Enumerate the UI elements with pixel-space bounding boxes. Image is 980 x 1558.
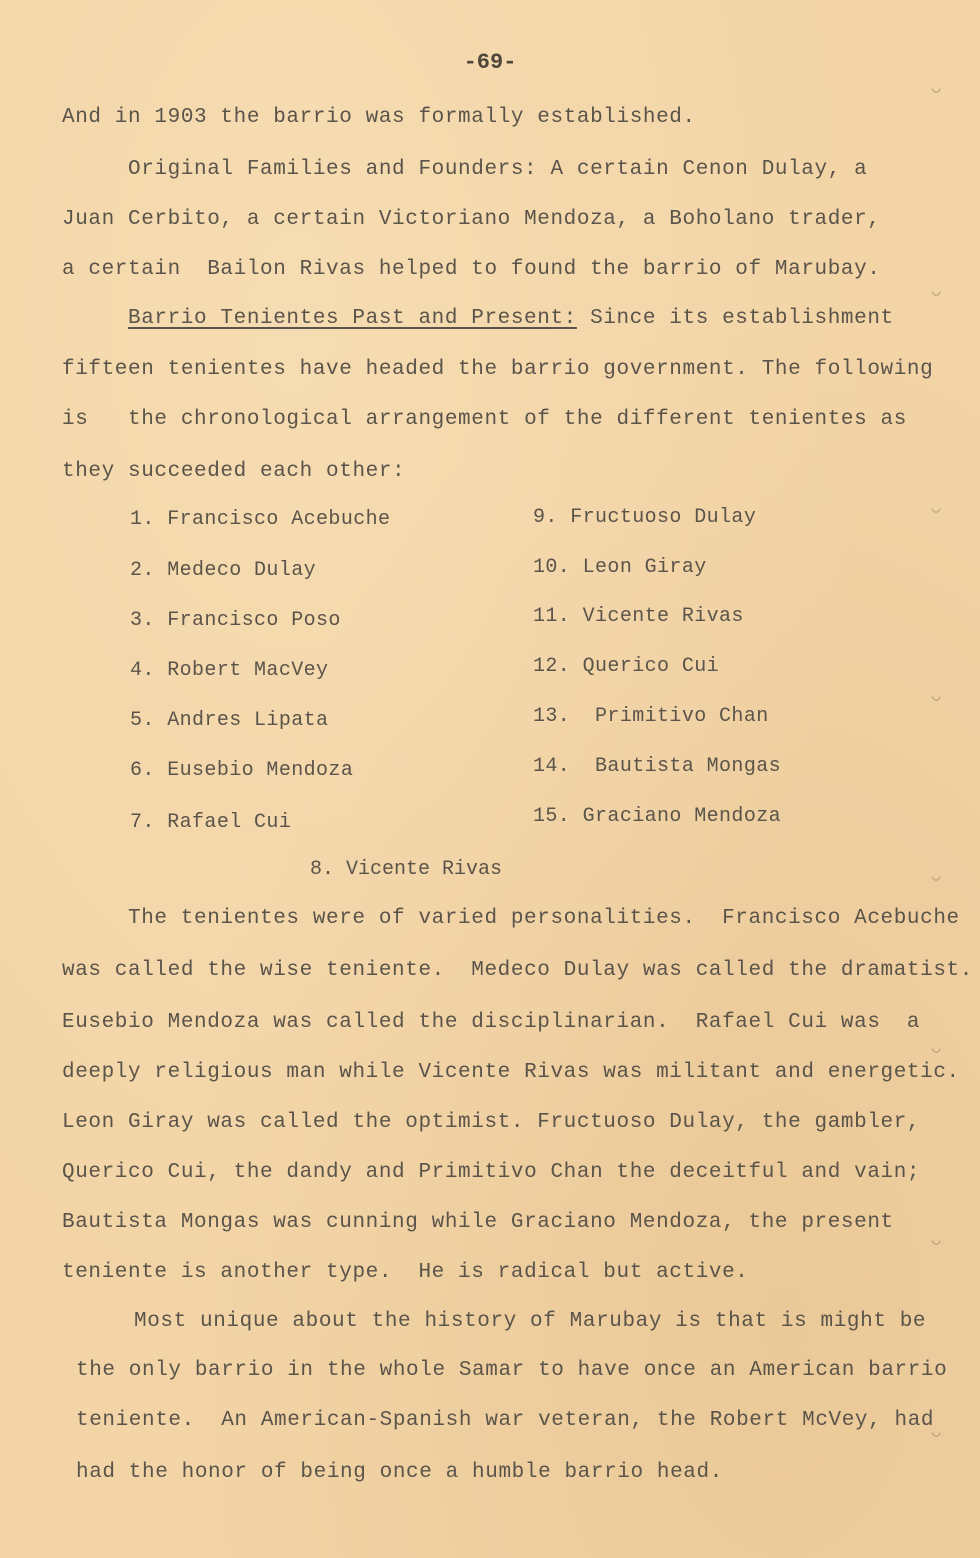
closing-line-3: teniente. An American-Spanish war veteran, the Robert McVey, had <box>76 1409 935 1432</box>
closing-line-1: Most unique about the history of Marubay is that is might be <box>134 1310 927 1333</box>
closing-line-2: the only barrio in the whole Samar to have once an American barrio <box>76 1359 948 1382</box>
list-item: 5. Andres Lipata <box>130 709 329 732</box>
founders-line-1: Original Families and Founders: A certain Cenon Dulay, a <box>128 158 868 181</box>
punch-hole-mark: ◡ <box>932 689 941 705</box>
list-item: 8. Vicente Rivas <box>310 858 503 881</box>
personalities-line-8: teniente is another type. He is radical but active. <box>62 1261 749 1284</box>
tenientes-heading: Barrio Tenientes Past and Present: <box>128 307 577 330</box>
personalities-line-2: was called the wise teniente. Medeco Dulay was called the dramatist. <box>62 959 973 982</box>
punch-hole-mark: ◡ <box>932 1425 941 1441</box>
founders-line-3: a certain Bailon Rivas helped to found the barrio of Marubay. <box>62 258 881 281</box>
list-item: 2. Medeco Dulay <box>130 559 317 582</box>
list-item: 14. Bautista Mongas <box>533 755 782 778</box>
closing-line-4: had the honor of being once a humble barrio head. <box>76 1461 723 1484</box>
list-item: 9. Fructuoso Dulay <box>533 506 757 529</box>
list-item: 10. Leon Giray <box>533 556 707 579</box>
founders-line-2: Juan Cerbito, a certain Victoriano Mendoza, a Boholano trader, <box>62 208 881 231</box>
list-item: 1. Francisco Acebuche <box>130 508 391 531</box>
personalities-line-7: Bautista Mongas was cunning while Graciano Mendoza, the present <box>62 1211 894 1234</box>
punch-hole-mark: ◡ <box>932 1041 941 1057</box>
list-item: 3. Francisco Poso <box>130 609 341 632</box>
list-item: 7. Rafael Cui <box>130 811 292 834</box>
personalities-line-5: Leon Giray was called the optimist. Fructuoso Dulay, the gambler, <box>62 1111 921 1134</box>
list-item: 4. Robert MacVey <box>130 659 329 682</box>
tenientes-intro-line-3: is the chronological arrangement of the different tenientes as <box>62 408 907 431</box>
list-item: 15. Graciano Mendoza <box>533 805 782 828</box>
list-item: 13. Primitivo Chan <box>533 705 769 728</box>
intro-paragraph: And in 1903 the barrio was formally established. <box>62 106 696 129</box>
tenientes-intro-text: Since its establishment <box>576 307 894 330</box>
list-item: 11. Vicente Rivas <box>533 605 744 628</box>
personalities-line-6: Querico Cui, the dandy and Primitivo Chan the deceitful and vain; <box>62 1161 921 1184</box>
tenientes-intro-line-4: they succeeded each other: <box>62 460 406 483</box>
list-item: 6. Eusebio Mendoza <box>130 759 354 782</box>
tenientes-intro-line-2: fifteen tenientes have headed the barrio government. The following <box>62 358 934 381</box>
tenientes-intro-line-1 <box>128 306 980 332</box>
personalities-line-4: deeply religious man while Vicente Rivas was militant and energetic. <box>62 1061 960 1084</box>
punch-hole-mark: ◡ <box>932 81 941 97</box>
personalities-line-3: Eusebio Mendoza was called the disciplinarian. Rafael Cui was a <box>62 1011 921 1034</box>
punch-hole-mark: ◡ <box>932 284 941 300</box>
personalities-line-1: The tenientes were of varied personalities. Francisco Acebuche <box>128 907 960 930</box>
punch-hole-mark: ◡ <box>932 869 941 885</box>
punch-hole-mark: ◡ <box>932 501 941 517</box>
list-item: 12. Querico Cui <box>533 655 720 678</box>
page-number: -69- <box>463 50 517 75</box>
punch-hole-mark: ◡ <box>932 1233 941 1249</box>
